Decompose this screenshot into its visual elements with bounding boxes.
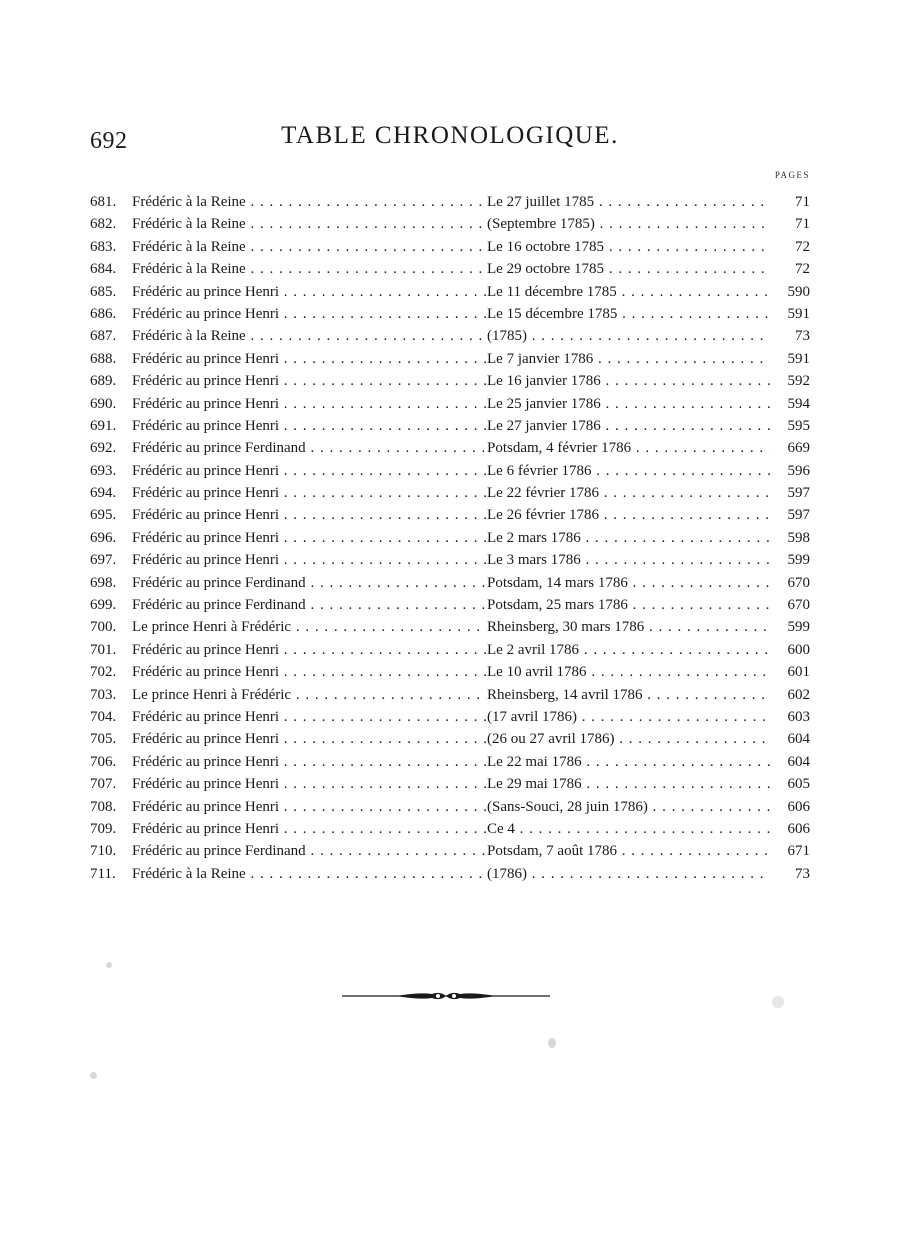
entry-page: 599 xyxy=(787,619,810,636)
entry-date xyxy=(487,258,770,280)
entry-correspondents xyxy=(132,840,487,862)
paper-speck xyxy=(772,996,784,1008)
entry-date xyxy=(487,572,770,594)
date-text: Le 16 octobre 1785 xyxy=(487,238,605,255)
entry-date xyxy=(487,415,770,437)
table-row xyxy=(90,482,810,504)
entry-number: 698. xyxy=(90,574,117,591)
entry-number: 699. xyxy=(90,597,117,614)
entry-date xyxy=(487,482,770,504)
date-text: Le 29 mai 1786 xyxy=(487,776,582,793)
table-row xyxy=(90,706,810,728)
entry-correspondents xyxy=(132,258,487,280)
entry-correspondents xyxy=(132,616,487,638)
entry-correspondents xyxy=(132,415,487,437)
entry-page: 71 xyxy=(795,194,810,210)
chronological-table xyxy=(90,191,810,885)
table-row xyxy=(90,236,810,258)
correspondents-text: Frédéric au prince Ferdinand xyxy=(132,574,306,591)
date-text: Le 29 octobre 1785 xyxy=(487,261,605,278)
correspondents-text: Frédéric à la Reine xyxy=(132,216,246,233)
date-text: (1785) xyxy=(487,328,527,345)
entry-page: 591 xyxy=(787,350,810,367)
entry-number: 701. xyxy=(90,641,117,658)
entry-page: 600 xyxy=(787,641,810,658)
entry-correspondents xyxy=(132,661,487,683)
entry-page: 595 xyxy=(787,417,810,434)
entry-page: 597 xyxy=(787,507,810,524)
correspondents-text: Frédéric au prince Henri xyxy=(132,350,280,367)
entry-date xyxy=(487,213,770,235)
table-row xyxy=(90,616,810,638)
date-text: Rheinsberg, 14 avril 1786 xyxy=(487,686,643,703)
entry-date xyxy=(487,818,770,840)
entry-number: 686. xyxy=(90,305,117,322)
entry-date xyxy=(487,706,770,728)
correspondents-text: Frédéric au prince Henri xyxy=(132,664,280,681)
pages-column-label: PAGES xyxy=(774,170,810,180)
table-row xyxy=(90,639,810,661)
table-row xyxy=(90,796,810,818)
entry-number: 695. xyxy=(90,507,117,524)
correspondents-text: Le prince Henri à Frédéric xyxy=(132,619,292,636)
date-text: Le 11 décembre 1785 xyxy=(487,283,617,300)
entry-correspondents xyxy=(132,325,487,347)
date-text: Le 6 février 1786 xyxy=(487,462,592,479)
table-row xyxy=(90,527,810,549)
table-row xyxy=(90,460,810,482)
entry-correspondents xyxy=(132,572,487,594)
entry-number: 692. xyxy=(90,440,117,457)
tailpiece-ornament-icon xyxy=(340,985,552,1007)
entry-correspondents xyxy=(132,281,487,303)
date-text: Potsdam, 14 mars 1786 xyxy=(487,574,628,591)
entry-number: 702. xyxy=(90,664,117,681)
correspondents-text: Frédéric au prince Henri xyxy=(132,507,280,524)
entry-number: 689. xyxy=(90,373,117,390)
table-row xyxy=(90,191,810,213)
entry-date xyxy=(487,840,770,862)
date-text: Le 27 juillet 1785 xyxy=(487,194,595,210)
entry-number: 694. xyxy=(90,485,117,502)
entry-date xyxy=(487,370,770,392)
correspondents-text: Frédéric au prince Henri xyxy=(132,305,280,322)
entry-date xyxy=(487,684,770,706)
paper-speck xyxy=(90,1072,97,1079)
correspondents-text: Frédéric à la Reine xyxy=(132,194,246,210)
correspondents-text: Le prince Henri à Frédéric xyxy=(132,686,292,703)
entry-correspondents xyxy=(132,549,487,571)
date-text: Potsdam, 7 août 1786 xyxy=(487,843,617,860)
table-row xyxy=(90,504,810,526)
correspondents-text: Frédéric au prince Ferdinand xyxy=(132,440,306,457)
entry-correspondents xyxy=(132,370,487,392)
date-text: Potsdam, 4 février 1786 xyxy=(487,440,632,457)
table-row xyxy=(90,684,810,706)
entry-number: 708. xyxy=(90,798,117,815)
entry-number: 682. xyxy=(90,216,117,233)
table-row xyxy=(90,281,810,303)
entry-correspondents xyxy=(132,796,487,818)
entry-number: 700. xyxy=(90,619,117,636)
entry-page: 606 xyxy=(787,798,810,815)
date-text: Ce 4 xyxy=(487,820,515,837)
entry-date xyxy=(487,303,770,325)
date-text: Le 3 mars 1786 xyxy=(487,552,581,569)
entry-date xyxy=(487,616,770,638)
correspondents-text: Frédéric au prince Henri xyxy=(132,753,280,770)
entry-number: 690. xyxy=(90,395,117,412)
correspondents-text: Frédéric au prince Henri xyxy=(132,395,280,412)
entry-number: 706. xyxy=(90,753,117,770)
correspondents-text: Frédéric au prince Henri xyxy=(132,283,280,300)
entry-number: 681. xyxy=(90,194,117,210)
entry-correspondents xyxy=(132,460,487,482)
entry-date xyxy=(487,393,770,415)
entry-correspondents xyxy=(132,303,487,325)
table-row xyxy=(90,773,810,795)
correspondents-text: Frédéric au prince Ferdinand xyxy=(132,843,306,860)
correspondents-text: Frédéric au prince Henri xyxy=(132,641,280,658)
entry-number: 704. xyxy=(90,708,117,725)
entry-number: 683. xyxy=(90,238,117,255)
entry-date xyxy=(487,437,770,459)
entry-correspondents xyxy=(132,482,487,504)
entry-page: 671 xyxy=(787,843,810,860)
table-row xyxy=(90,325,810,347)
entry-page: 602 xyxy=(787,686,810,703)
entry-page: 590 xyxy=(787,283,810,300)
table-row xyxy=(90,572,810,594)
entry-page: 596 xyxy=(787,462,810,479)
entry-correspondents xyxy=(132,348,487,370)
date-text: (1786) xyxy=(487,865,527,882)
entry-page: 603 xyxy=(787,708,810,725)
entry-date xyxy=(487,773,770,795)
date-text: Le 22 mai 1786 xyxy=(487,753,582,770)
entry-page: 605 xyxy=(787,776,810,793)
table-row xyxy=(90,370,810,392)
table-row xyxy=(90,863,810,885)
entry-number: 685. xyxy=(90,283,117,300)
date-text: Le 2 avril 1786 xyxy=(487,641,580,658)
table-row xyxy=(90,661,810,683)
entry-correspondents xyxy=(132,527,487,549)
entry-date xyxy=(487,191,770,213)
table-row xyxy=(90,818,810,840)
entry-number: 684. xyxy=(90,261,117,278)
date-text: (17 avril 1786) xyxy=(487,708,577,725)
entry-number: 709. xyxy=(90,820,117,837)
entry-page: 604 xyxy=(787,731,810,748)
entry-date xyxy=(487,460,770,482)
correspondents-text: Frédéric à la Reine xyxy=(132,238,246,255)
page-number: 692 xyxy=(90,128,128,154)
entry-correspondents xyxy=(132,751,487,773)
entry-date xyxy=(487,751,770,773)
entry-date xyxy=(487,728,770,750)
correspondents-text: Frédéric au prince Henri xyxy=(132,708,280,725)
correspondents-text: Frédéric au prince Ferdinand xyxy=(132,597,306,614)
table-row xyxy=(90,213,810,235)
entry-date xyxy=(487,281,770,303)
entry-correspondents xyxy=(132,863,487,885)
entry-page: 604 xyxy=(787,753,810,770)
entry-page: 598 xyxy=(787,529,810,546)
entry-page: 594 xyxy=(787,395,810,412)
correspondents-text: Frédéric au prince Henri xyxy=(132,552,280,569)
entry-page: 73 xyxy=(795,328,810,345)
entry-correspondents xyxy=(132,684,487,706)
correspondents-text: Frédéric à la Reine xyxy=(132,328,246,345)
entry-page: 599 xyxy=(787,552,810,569)
correspondents-text: Frédéric au prince Henri xyxy=(132,417,280,434)
entry-number: 688. xyxy=(90,350,117,367)
entry-correspondents xyxy=(132,594,487,616)
correspondents-text: Frédéric au prince Henri xyxy=(132,798,280,815)
entry-date xyxy=(487,639,770,661)
entry-page: 72 xyxy=(795,261,810,278)
entry-number: 687. xyxy=(90,328,117,345)
date-text: Potsdam, 25 mars 1786 xyxy=(487,597,628,614)
entry-correspondents xyxy=(132,191,487,213)
entry-correspondents xyxy=(132,706,487,728)
table-row xyxy=(90,415,810,437)
date-text: Le 2 mars 1786 xyxy=(487,529,581,546)
entry-correspondents xyxy=(132,773,487,795)
entry-number: 691. xyxy=(90,417,117,434)
date-text: (26 ou 27 avril 1786) xyxy=(487,731,615,748)
correspondents-text: Frédéric à la Reine xyxy=(132,865,246,882)
entry-page: 670 xyxy=(787,597,810,614)
entry-correspondents xyxy=(132,236,487,258)
entry-number: 693. xyxy=(90,462,117,479)
entry-date xyxy=(487,348,770,370)
correspondents-text: Frédéric au prince Henri xyxy=(132,776,280,793)
entry-date xyxy=(487,527,770,549)
table-row xyxy=(90,594,810,616)
entry-page: 601 xyxy=(787,664,810,681)
entry-correspondents xyxy=(132,818,487,840)
date-text: Le 26 février 1786 xyxy=(487,507,600,524)
date-text: Le 16 janvier 1786 xyxy=(487,373,601,390)
entry-correspondents xyxy=(132,213,487,235)
correspondents-text: Frédéric au prince Henri xyxy=(132,529,280,546)
date-text: Le 22 février 1786 xyxy=(487,485,600,502)
date-text: (Septembre 1785) xyxy=(487,216,595,233)
table-row xyxy=(90,840,810,862)
entry-correspondents xyxy=(132,437,487,459)
entry-correspondents xyxy=(132,393,487,415)
table-row xyxy=(90,303,810,325)
correspondents-text: Frédéric à la Reine xyxy=(132,261,246,278)
paper-speck xyxy=(106,962,112,968)
entry-number: 705. xyxy=(90,731,117,748)
entry-page: 73 xyxy=(795,865,810,882)
entry-page: 597 xyxy=(787,485,810,502)
table-row xyxy=(90,348,810,370)
entry-correspondents xyxy=(132,728,487,750)
entry-page: 669 xyxy=(787,440,810,457)
table-row xyxy=(90,437,810,459)
table-row xyxy=(90,393,810,415)
table-row xyxy=(90,549,810,571)
entry-date xyxy=(487,594,770,616)
correspondents-text: Frédéric au prince Henri xyxy=(132,462,280,479)
entry-number: 703. xyxy=(90,686,117,703)
entry-number: 696. xyxy=(90,529,117,546)
date-text: Le 10 avril 1786 xyxy=(487,664,587,681)
date-text: Le 25 janvier 1786 xyxy=(487,395,601,412)
entry-date xyxy=(487,549,770,571)
entry-correspondents xyxy=(132,504,487,526)
entry-date xyxy=(487,325,770,347)
entry-page: 606 xyxy=(787,820,810,837)
entry-number: 711. xyxy=(90,865,116,882)
date-text: Rheinsberg, 30 mars 1786 xyxy=(487,619,645,636)
date-text: Le 15 décembre 1785 xyxy=(487,305,618,322)
correspondents-text: Frédéric au prince Henri xyxy=(132,373,280,390)
page-title: TABLE CHRONOLOGIQUE. xyxy=(281,122,619,149)
paper-speck xyxy=(548,1038,556,1048)
entry-date xyxy=(487,661,770,683)
entry-number: 710. xyxy=(90,843,117,860)
entry-page: 591 xyxy=(787,305,810,322)
entry-correspondents xyxy=(132,639,487,661)
entry-date xyxy=(487,504,770,526)
entry-number: 707. xyxy=(90,776,117,793)
date-text: Le 7 janvier 1786 xyxy=(487,350,594,367)
correspondents-text: Frédéric au prince Henri xyxy=(132,731,280,748)
entry-page: 670 xyxy=(787,574,810,591)
table-row xyxy=(90,751,810,773)
date-text: (Sans-Souci, 28 juin 1786) xyxy=(487,798,648,815)
entry-date xyxy=(487,236,770,258)
table-row xyxy=(90,728,810,750)
correspondents-text: Frédéric au prince Henri xyxy=(132,820,280,837)
correspondents-text: Frédéric au prince Henri xyxy=(132,485,280,502)
entry-page: 71 xyxy=(795,216,810,233)
entry-number: 697. xyxy=(90,552,117,569)
table-row xyxy=(90,258,810,280)
entry-date xyxy=(487,863,770,885)
entry-page: 592 xyxy=(787,373,810,390)
date-text: Le 27 janvier 1786 xyxy=(487,417,601,434)
entry-page: 72 xyxy=(795,238,810,255)
entry-date xyxy=(487,796,770,818)
